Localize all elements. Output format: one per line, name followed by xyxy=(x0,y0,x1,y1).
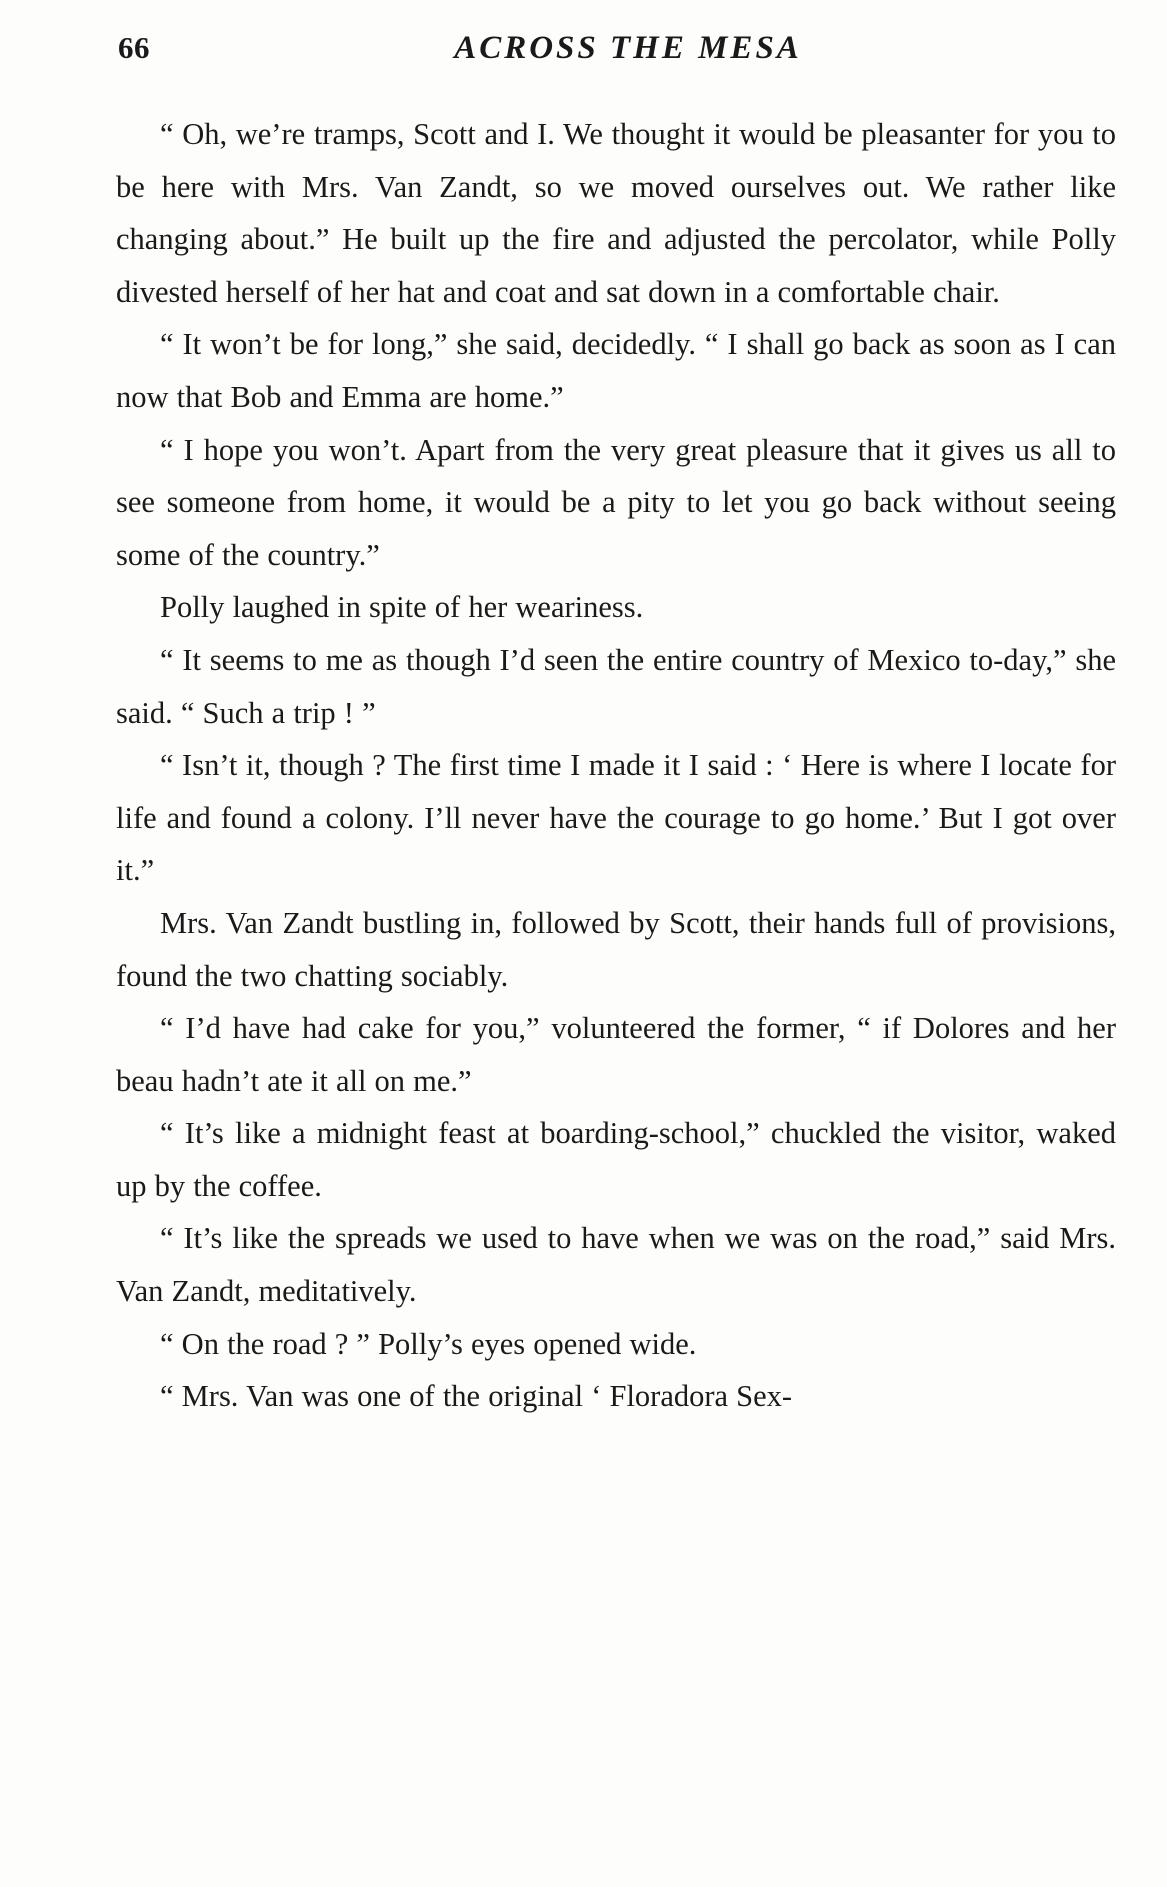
paragraph: “ It’s like the spreads we used to have when we was on the road,” said Mrs. Van Zandt, meditatively. xyxy=(116,1221,1116,1309)
paragraph: “ On the road ? ” Polly’s eyes opened wide. xyxy=(160,1326,697,1361)
paragraph: “ I’d have had cake for you,” volunteered the former, “ if Dolores and her beau hadn’t ate it all on me.” xyxy=(116,1011,1116,1098)
book-title: ACROSS THE MESA xyxy=(454,30,802,66)
page-number: 66 xyxy=(118,30,150,65)
paragraph: “ It’s like a midnight feast at boarding-school,” chuckled the visitor, waked up by the coffee. xyxy=(116,1116,1116,1203)
paragraph: Polly laughed in spite of her weariness. xyxy=(160,590,644,625)
body-text xyxy=(116,108,1116,1423)
running-head xyxy=(118,30,1128,90)
paragraph: “ I hope you won’t. Apart from the very great pleasure that it gives us all to see someone from home, it would be a pity to let you go back without seeing some of the country.” xyxy=(116,432,1116,572)
paragraph: “ Mrs. Van was one of the original ‘ Floradora Sex- xyxy=(160,1379,793,1414)
paragraph: Mrs. Van Zandt bustling in, followed by Scott, their hands full of provisions, found the two chatting sociably. xyxy=(116,905,1116,993)
page-content xyxy=(118,30,1128,1423)
paragraph: “ It won’t be for long,” she said, decidedly. “ I shall go back as soon as I can now that Bob and Emma are home.” xyxy=(116,327,1116,414)
paragraph: “ Oh, we’re tramps, Scott and I. We thought it would be pleasanter for you to be here with Mrs. Van Zandt, so we moved ourselves out. We rather like changing about.” He built up the fire and adjusted the percolator, while Polly divested herself of her hat and coat and sat down in a comfortable chair. xyxy=(116,117,1116,309)
paragraph: “ It seems to me as though I’d seen the entire country of Mexico to-day,” she said. “ Such a trip ! ” xyxy=(116,642,1116,730)
paragraph: “ Isn’t it, though ? The first time I made it I said : ‘ Here is where I locate for life and found a colony. I’ll never have the courage to go home.’ But I got over it.” xyxy=(116,748,1116,888)
